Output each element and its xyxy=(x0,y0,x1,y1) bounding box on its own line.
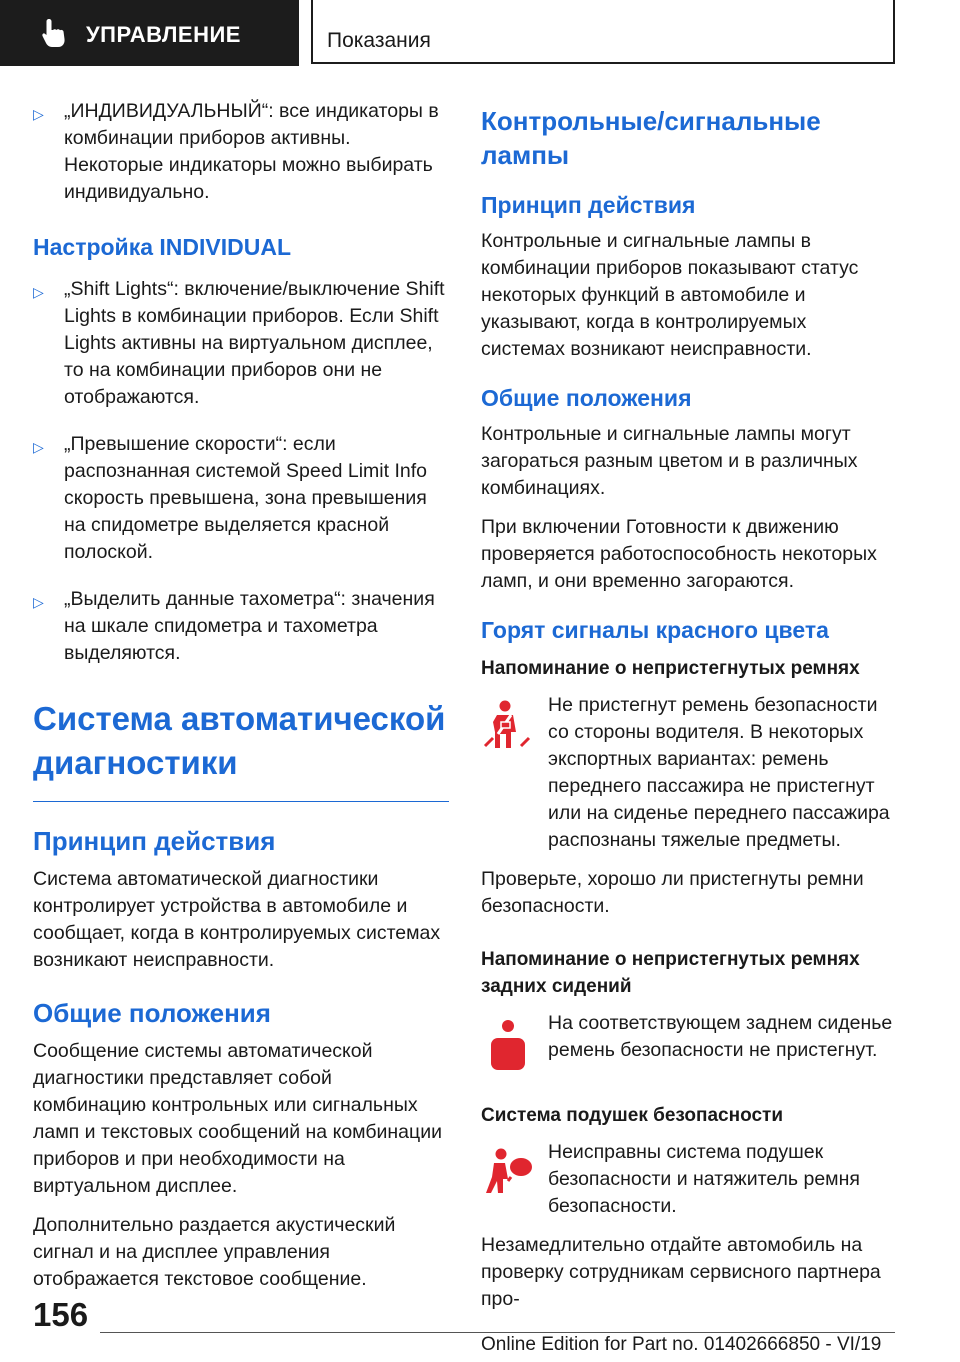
right-column xyxy=(481,98,894,1325)
section-title: Система автоматической диагностики xyxy=(33,697,449,802)
belt-text: Не пристегнут ремень безопасности со стороны водителя. В некоторых экспортных вариантах: ремень переднего пассажира не пристегнут или на сиденье переднего пассажира распознаны тяжелые предметы. xyxy=(548,694,890,851)
list-item-text: „Выделить данные тахометра“: значения на шкале спидометра и тахометра выделяются. xyxy=(64,588,435,664)
list-item-text: „Shift Lights“: включение/выключение Shift Lights в комбинации приборов. Если Shift Lights активны на виртуальном дисплее, то на комбинации приборов они не отображаются. xyxy=(64,278,445,408)
rear-belt-text: На соответствующем заднем сиденье ремень безопасности не пристегнут. xyxy=(548,1012,893,1061)
belt-check-text: Проверьте, хорошо ли пристегнуты ремни безопасности. xyxy=(481,868,864,917)
principle-text: Контрольные и сигнальные лампы в комбинации приборов показывают статус некоторых функций в автомобиле и указывают, когда в контролируемых системах возникают неисправности. xyxy=(481,230,859,360)
principle-heading: Принцип действия xyxy=(33,826,276,856)
list-item xyxy=(33,98,449,206)
rear-seat-occupant-icon xyxy=(481,1018,537,1074)
settings-heading: Настройка INDIVIDUAL xyxy=(33,234,291,260)
pointing-hand-icon xyxy=(40,17,68,49)
list-item-text: „ИНДИВИДУАЛЬНЫЙ“: все индикаторы в комбинации приборов активны. Некоторые индикаторы можно выбирать индивидуально. xyxy=(64,100,439,203)
list-item xyxy=(33,586,449,667)
left-column xyxy=(33,98,449,1305)
footer-divider xyxy=(100,1332,895,1333)
triangle-right-icon: ▷ xyxy=(33,439,44,455)
airbag-block xyxy=(481,1139,894,1220)
seatbelt-warning-icon xyxy=(481,698,537,754)
belt-block xyxy=(481,692,894,854)
airbag-heading: Система подушек безопасности xyxy=(481,1105,783,1126)
red-signals-heading: Горят сигналы красного цвета xyxy=(481,617,829,643)
general-text: При включении Готовности к движению проверяется работоспособность некоторых ламп, и они временно загораются. xyxy=(481,516,877,592)
general-text: Сообщение системы автоматической диагностики представляет собой комбинацию контрольных или сигнальных ламп и текстовых сообщений на комбинации приборов и при необходимости на виртуальном дисплее. xyxy=(33,1040,442,1197)
general-heading: Общие положения xyxy=(33,998,271,1028)
airbag-action-text: Незамедлительно отдайте автомобиль на проверку сотрудникам сервисного партнера про- xyxy=(481,1234,881,1310)
page-number: 156 xyxy=(33,1296,89,1333)
list-item-text: „Превышение скорости“: если распознанная системой Speed Limit Info скорость превышена, зона превышения на спидометре выделяется красной полоской. xyxy=(64,433,427,563)
general-text: Дополнительно раздается акустический сигнал и на дисплее управления отображается текстовое сообщение. xyxy=(33,1214,396,1290)
general-text: Контрольные и сигнальные лампы могут загораться разным цветом и в различных комбинациях. xyxy=(481,423,858,499)
section-title: Контрольные/сигнальные лампы xyxy=(481,106,821,170)
belt-heading: Напоминание о непристегнутых ремнях xyxy=(481,658,860,679)
airbag-text: Неисправны система подушек безопасности и натяжитель ремня безопасности. xyxy=(548,1141,860,1217)
list-item xyxy=(33,276,449,411)
airbag-warning-icon xyxy=(481,1147,537,1203)
principle-text: Система автоматической диагностики контролирует устройства в автомобиле и сообщает, когда в контролируемых системах возникают неисправности. xyxy=(33,868,441,971)
principle-heading: Принцип действия xyxy=(481,192,696,218)
chapter-label: Показания xyxy=(327,29,431,52)
triangle-right-icon: ▷ xyxy=(33,106,44,122)
chapter-tab[interactable] xyxy=(311,0,895,64)
rear-belt-block xyxy=(481,1010,894,1084)
section-tab[interactable] xyxy=(0,0,299,66)
section-label: УПРАВЛЕНИЕ xyxy=(86,22,241,47)
edition-text: Online Edition for Part no. 01402666850 - VI/19 xyxy=(481,1334,882,1355)
list-item xyxy=(33,431,449,566)
rear-belt-heading: Напоминание о непристегнутых ремнях задних сидений xyxy=(481,949,860,997)
triangle-right-icon: ▷ xyxy=(33,594,44,610)
general-heading: Общие положения xyxy=(481,385,692,411)
triangle-right-icon: ▷ xyxy=(33,284,44,300)
